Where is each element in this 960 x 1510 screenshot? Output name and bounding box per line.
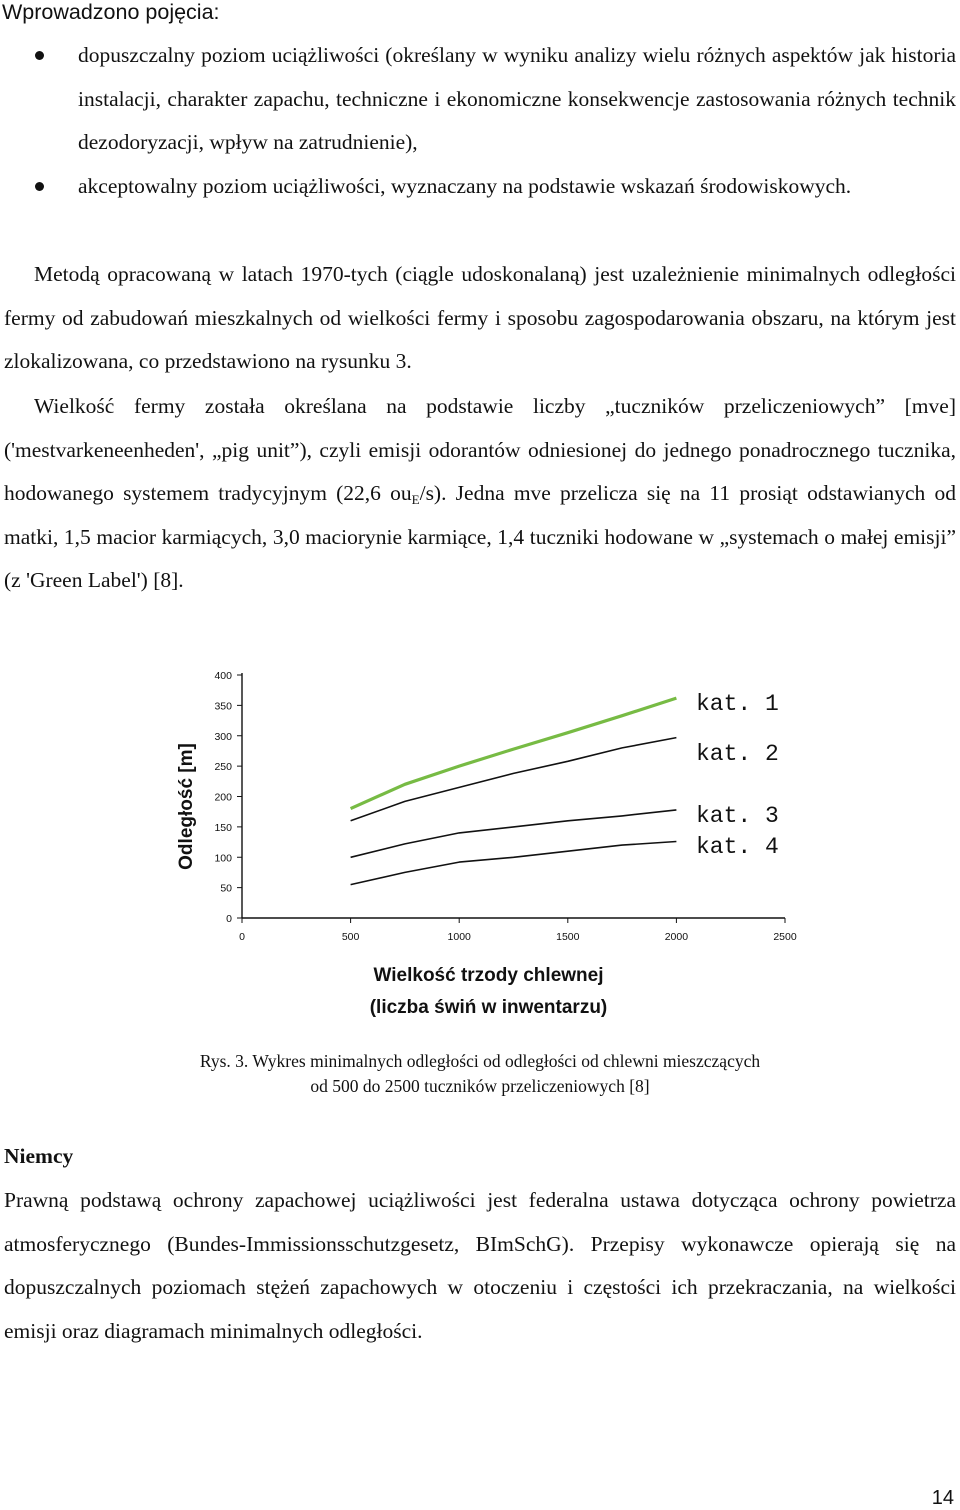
y-tick-label: 300 bbox=[214, 730, 232, 743]
x-tick-label: 2500 bbox=[773, 931, 797, 943]
series-line bbox=[351, 842, 677, 885]
x-tick-label: 2000 bbox=[664, 931, 689, 943]
y-tick-label: 400 bbox=[214, 670, 232, 682]
paragraph-method: Metodą opracowaną w latach 1970-tych (ciągle udoskonalaną) jest uzależnienie minimalnych odległości fermy od zabudowań mieszkalnych od wielkości fermy i sposobu zagospodarowania obszaru, na którym jest zlokalizowana, co przedstawiono na rysunku 3. bbox=[4, 262, 956, 374]
y-tick-label: 100 bbox=[214, 852, 232, 865]
y-tick-label: 200 bbox=[214, 791, 232, 804]
y-tick-label: 350 bbox=[214, 700, 232, 713]
series-line bbox=[351, 810, 677, 857]
paragraph-farm-size-text-cont: /s). Jedna mve przelicza się na 11 prosiąt odstawianych od matki, 1,5 macior karmiących, 3,0 maciorynie karmiące, 1,4 tuczniki hodowane w „systemach o małej emisji” (z 'Green Label') [8]. bbox=[4, 481, 956, 593]
bullet-item bbox=[0, 34, 960, 165]
bullet-dot-icon bbox=[35, 51, 44, 60]
figure-caption-line-2: od 500 do 2500 tuczników przeliczeniowych [8] bbox=[310, 1076, 650, 1096]
chart-labels bbox=[176, 691, 779, 1018]
y-tick-label: 150 bbox=[214, 821, 232, 834]
series-label: kat. 4 bbox=[696, 834, 779, 860]
figure-caption-line-1: Rys. 3. Wykres minimalnych odległości od odległości od chlewni mieszczących bbox=[199, 1051, 761, 1071]
series-label: kat. 2 bbox=[696, 741, 779, 767]
series-label: kat. 3 bbox=[696, 803, 779, 829]
intro-line: Wprowadzono pojęcia: bbox=[2, 0, 220, 24]
x-tick-label: 500 bbox=[341, 931, 360, 943]
bullet-text: akceptowalny poziom uciążliwości, wyznaczany na podstawie wskazań środowiskowych. bbox=[78, 173, 852, 198]
paragraph-germany: Prawną podstawą ochrony zapachowej uciążliwości jest federalna ustawa dotycząca ochrony powietrza atmosferycznego (Bundes-Immissionsschutzgesetz, BImSchG). Przepisy wykonawcze opierają się na dopuszczalnych poziomach stężeń zapachowych w otoczeniu i częstości ich przekraczania, na wielkości emisji oraz diagramach minimalnych odległości. bbox=[4, 1188, 956, 1343]
x-axis-title-line-1: Wielkość trzody chlewnej bbox=[373, 965, 604, 986]
page-number: 14 bbox=[931, 1487, 954, 1509]
bullet-dot-icon bbox=[35, 182, 44, 191]
distance-chart bbox=[150, 650, 810, 1035]
series-line bbox=[351, 698, 677, 809]
section-heading: Niemcy bbox=[4, 1144, 74, 1168]
chart-svg bbox=[150, 650, 810, 1035]
x-axis-title-line-2: (liczba świń w inwentarzu) bbox=[369, 997, 608, 1018]
y-tick-label: 250 bbox=[214, 761, 232, 774]
bullet-list bbox=[0, 34, 960, 208]
y-tick-label: 50 bbox=[220, 882, 232, 895]
bullet-text: dopuszczalny poziom uciążliwości (określany w wyniku analizy wielu różnych aspektów jak historia instalacji, charakter zapachu, techniczne i ekonomiczne konsekwencje zastosowania różnych technik dezodoryzacji, wpływ na zatrudnienie), bbox=[78, 43, 956, 155]
x-tick-label: 0 bbox=[239, 931, 245, 943]
x-tick-label: 1500 bbox=[556, 931, 580, 943]
y-axis-title: Odległość [m] bbox=[176, 743, 197, 870]
series-label: kat. 1 bbox=[696, 691, 779, 717]
paragraph-farm-size-text: Wielkość fermy została określana na podstawie liczby „tuczników przeliczeniowych” [mve] ('mestvarkeneenheden', „pig unit”), czyli emisji odorantów odniesionej do jednego ponadrocznego tucznika, hodowanego systemem tradycyjnym (22,6 ou bbox=[4, 394, 956, 506]
chart-series bbox=[351, 698, 677, 885]
paragraph-farm-size bbox=[4, 385, 956, 603]
x-tick-label: 1000 bbox=[447, 931, 471, 943]
y-tick-label: 0 bbox=[226, 913, 232, 925]
unit-subscript: E bbox=[411, 492, 420, 508]
bullet-item bbox=[0, 165, 960, 209]
